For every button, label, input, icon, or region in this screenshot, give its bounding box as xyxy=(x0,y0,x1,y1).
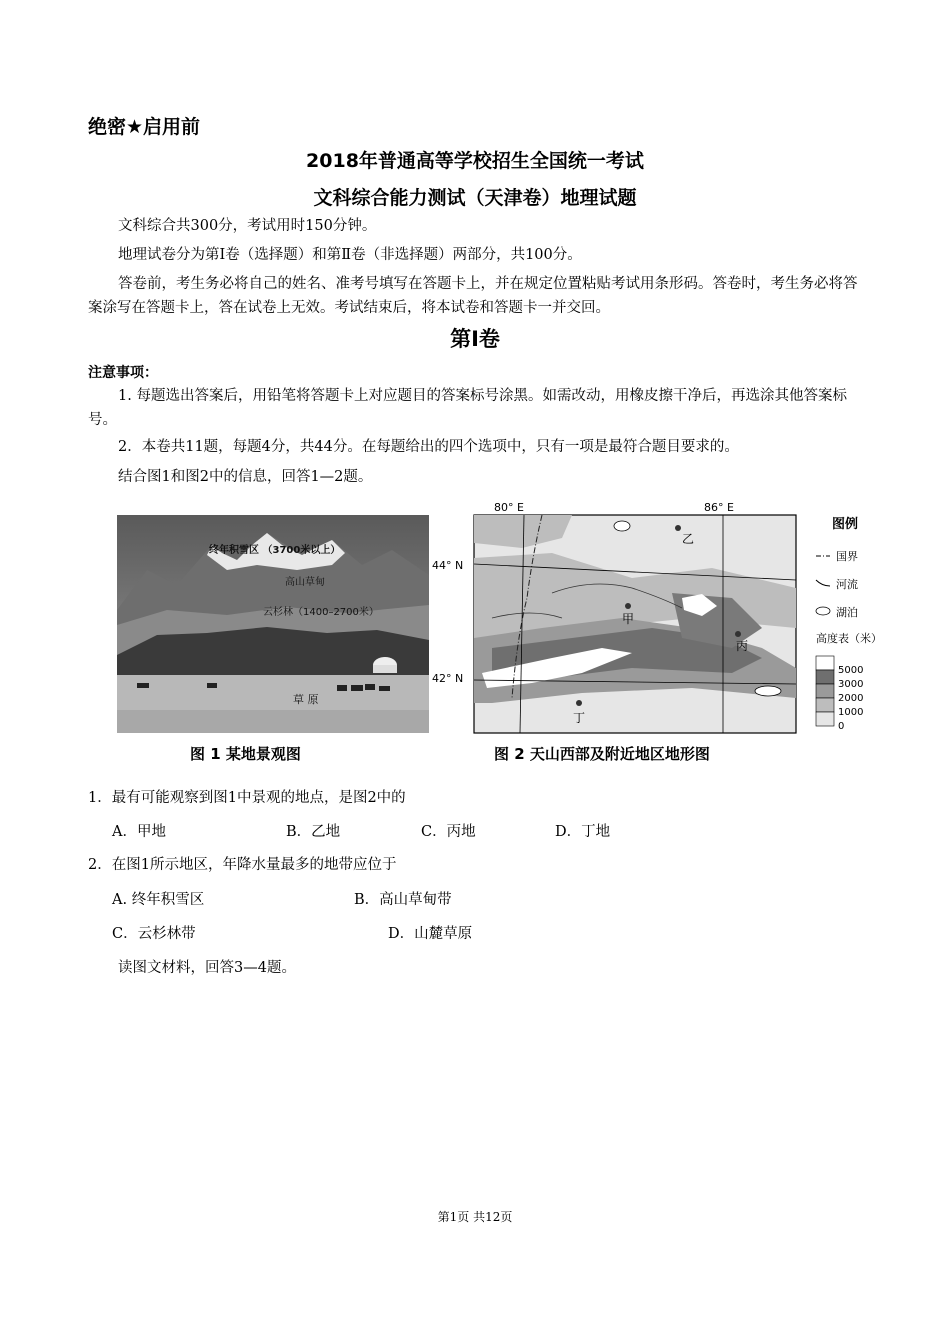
secret-label: 绝密★启用前 xyxy=(88,116,201,138)
figure2-caption: 图 2 天山西部及附近地区地形图 xyxy=(494,745,710,763)
legend-level-3000: 3000 xyxy=(838,679,864,690)
map-place-yi: 乙 xyxy=(682,532,695,546)
legend-level-5000: 5000 xyxy=(838,665,864,676)
figure1-caption: 图 1 某地景观图 xyxy=(190,745,301,763)
page-footer: 第1页 共12页 xyxy=(437,1210,513,1224)
map-place-jia: 甲 xyxy=(622,612,635,626)
intro-score: 文科综合共300分，考试用时150分钟。 xyxy=(118,218,377,234)
q1-option-c: C．丙地 xyxy=(421,824,476,840)
notes-heading: 注意事项： xyxy=(88,365,158,381)
legend-river: 河流 xyxy=(836,578,858,591)
legend-title: 图例 xyxy=(832,517,859,532)
q1-option-a: A．甲地 xyxy=(112,824,166,840)
fig1-label-spruce: 云杉林（1400–2700米） xyxy=(263,607,379,618)
legend-level-2000: 2000 xyxy=(838,693,864,704)
intro-structure: 地理试卷分为第Ⅰ卷（选择题）和第Ⅱ卷（非选择题）两部分，共100分。 xyxy=(118,247,582,263)
fig1-label-snow: 终年积雪区 （3700米以上） xyxy=(209,545,341,556)
fig1-label-meadow: 高山草甸 xyxy=(285,577,325,588)
map-place-ding: 丁 xyxy=(573,711,586,725)
legend-level-0: 0 xyxy=(838,721,845,732)
exam-title: 2018年普通高等学校招生全国统一考试 xyxy=(306,150,644,172)
note-item-1: 1. 每题选出答案后，用铅笔将答题卡上对应题目的答案标号涂黑。如需改动，用橡皮擦干净后，再选涂其他答案标号。 xyxy=(88,388,847,428)
legend-lake: 湖泊 xyxy=(836,606,858,619)
figure2-map xyxy=(432,498,902,738)
figure1-landscape xyxy=(117,515,429,733)
map-lat-42: 42° N xyxy=(432,672,464,685)
map-lon-86: 86° E xyxy=(704,501,734,514)
question-lead-2: 读图文材料，回答3—4题。 xyxy=(118,960,296,976)
q2-option-d: D．山麓草原 xyxy=(388,926,473,942)
map-place-bing: 丙 xyxy=(736,639,749,653)
question-1-stem: 1．最有可能观察到图1中景观的地点，是图2中的 xyxy=(88,790,406,806)
q2-option-c: C．云杉林带 xyxy=(112,926,196,942)
legend-border: 国界 xyxy=(836,550,858,563)
map-lon-80: 80° E xyxy=(494,501,524,514)
note-item-2: 2．本卷共11题，每题4分，共44分。在每题给出的四个选项中，只有一项是最符合题目要求的。 xyxy=(118,439,739,455)
legend-elevation: 高度表（米） xyxy=(816,632,882,645)
fig1-label-steppe: 草 原 xyxy=(293,693,319,706)
q1-option-d: D．丁地 xyxy=(555,824,611,840)
question-2-stem: 2．在图1所示地区，年降水量最多的地带应位于 xyxy=(88,857,397,873)
q2-option-b: B．高山草甸带 xyxy=(354,892,452,908)
section-title: 第Ⅰ卷 xyxy=(450,327,500,351)
intro-instructions: 答卷前，考生务必将自己的姓名、准考号填写在答题卡上，并在规定位置粘贴考试用条形码。答卷时，考生务必将答案涂写在答题卡上，答在试卷上无效。考试结束后，将本试卷和答题卡一并交回。 xyxy=(88,276,858,316)
map-lat-44: 44° N xyxy=(432,559,464,572)
exam-subtitle: 文科综合能力测试（天津卷）地理试题 xyxy=(313,187,637,209)
q2-option-a: A. 终年积雪区 xyxy=(112,892,205,908)
legend-level-1000: 1000 xyxy=(838,707,864,718)
question-lead: 结合图1和图2中的信息，回答1—2题。 xyxy=(118,469,373,485)
q1-option-b: B．乙地 xyxy=(286,824,341,840)
